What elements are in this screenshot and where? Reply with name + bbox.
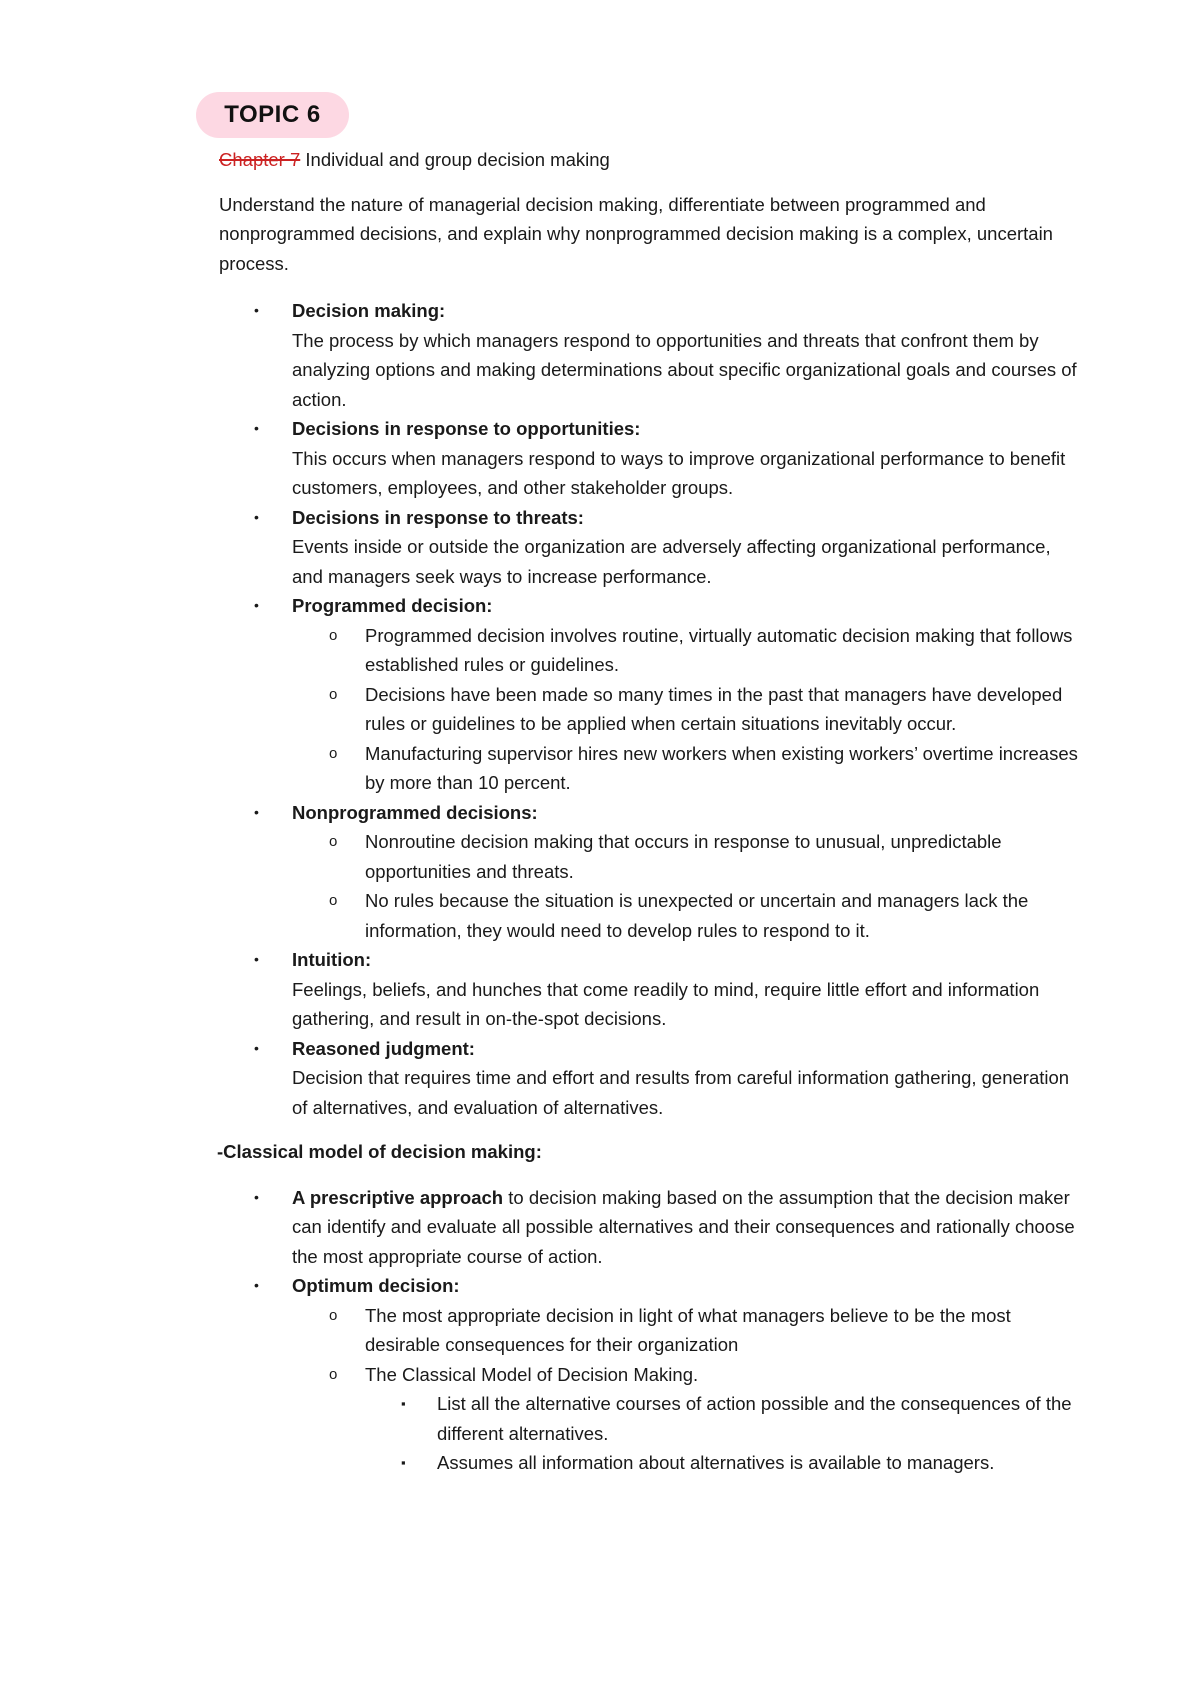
bullet-icon: • bbox=[254, 420, 259, 436]
term-description: Feelings, beliefs, and hunches that come readily to mind, require little effort and information gathering, and result in on-the-spot decisions. bbox=[292, 978, 1040, 1029]
prescriptive-approach-term: A prescriptive approach bbox=[292, 1186, 504, 1208]
definitions-list bbox=[219, 296, 1079, 1478]
learning-objective: Understand the nature of managerial decision making, differentiate between programmed and nonprogrammed decisions, and explain why nonprogrammed decision making is a complex, uncertain process. bbox=[219, 193, 1053, 274]
list-item bbox=[254, 296, 1079, 414]
sub-list bbox=[292, 621, 1079, 798]
circle-bullet-icon: o bbox=[329, 1306, 338, 1324]
sub-list-item bbox=[329, 680, 1079, 739]
term-heading: Decisions in response to opportunities: bbox=[292, 418, 641, 439]
term-description: Decision that requires time and effort and results from careful information gathering, generation of alternatives, and evaluation of alternatives. bbox=[292, 1067, 1070, 1118]
sub-item-text: The Classical Model of Decision Making. bbox=[365, 1363, 699, 1385]
chapter-line bbox=[219, 145, 1079, 175]
document-body bbox=[219, 145, 1079, 1478]
list-item bbox=[254, 945, 1079, 1034]
term-heading: Reasoned judgment: bbox=[292, 1037, 475, 1059]
topic-badge-label: TOPIC 6 bbox=[224, 101, 321, 128]
sub-item-text: Programmed decision involves routine, virtually automatic decision making that follows established rules or guidelines. bbox=[365, 624, 1073, 675]
sub-list-item bbox=[329, 739, 1079, 798]
sub-sub-list bbox=[365, 1389, 1079, 1478]
list-item bbox=[254, 798, 1079, 946]
sub-list bbox=[292, 827, 1079, 945]
sub-list-item bbox=[329, 886, 1079, 945]
bullet-icon: • bbox=[254, 1039, 259, 1056]
section-heading: -Classical model of decision making: bbox=[217, 1141, 542, 1162]
sub-item-text: Manufacturing supervisor hires new workers when existing workers’ overtime increases by more than 10 percent. bbox=[365, 742, 1078, 793]
sub-sub-item-text: Assumes all information about alternatives is available to managers. bbox=[437, 1452, 995, 1473]
sub-sub-item-text: List all the alternative courses of action possible and the consequences of the different alternatives. bbox=[437, 1393, 1072, 1444]
sub-item-text: Decisions have been made so many times in the past that managers have developed rules or guidelines to be applied when certain situations inevitably occur. bbox=[365, 683, 1063, 734]
circle-bullet-icon: o bbox=[329, 626, 338, 644]
sub-sub-list-item bbox=[401, 1448, 1079, 1478]
sub-list-item bbox=[329, 1360, 1079, 1478]
list-item bbox=[254, 414, 1079, 503]
term-heading: Optimum decision: bbox=[292, 1275, 460, 1296]
circle-bullet-icon: o bbox=[329, 744, 338, 762]
chapter-number-struck: Chapter 7 bbox=[219, 149, 301, 170]
bullet-icon: • bbox=[254, 1188, 259, 1205]
list-item bbox=[254, 1183, 1079, 1272]
sub-item-text: The most appropriate decision in light of what managers believe to be the most desirable consequences for their organization bbox=[365, 1304, 1011, 1355]
topic-badge bbox=[196, 92, 349, 138]
bullet-icon: • bbox=[254, 508, 259, 525]
sub-list bbox=[292, 1301, 1079, 1478]
term-heading: Decision making: bbox=[292, 300, 446, 321]
square-bullet-icon: ▪ bbox=[401, 1396, 406, 1411]
term-description: The process by which managers respond to opportunities and threats that confront them by analyzing options and making determinations about specific organizational goals and courses of action. bbox=[292, 329, 1077, 410]
sub-list-item bbox=[329, 827, 1079, 886]
term-description: Events inside or outside the organization are adversely affecting organizational performance, and managers seek ways to increase performance. bbox=[292, 536, 1051, 587]
prescriptive-approach-text bbox=[292, 1183, 1079, 1272]
section-heading-wrapper bbox=[217, 1137, 1079, 1167]
circle-bullet-icon: o bbox=[329, 685, 338, 703]
term-heading: Programmed decision: bbox=[292, 595, 493, 616]
circle-bullet-icon: o bbox=[329, 892, 338, 909]
term-heading: Decisions in response to threats: bbox=[292, 506, 584, 528]
circle-bullet-icon: o bbox=[329, 833, 338, 850]
bullet-icon: • bbox=[254, 597, 259, 613]
chapter-title: Individual and group decision making bbox=[300, 149, 610, 170]
term-heading: Nonprogrammed decisions: bbox=[292, 801, 538, 823]
sub-sub-list-item bbox=[401, 1389, 1079, 1448]
bullet-icon: • bbox=[254, 803, 259, 820]
bullet-icon: • bbox=[254, 302, 259, 318]
sub-list-item bbox=[329, 1301, 1079, 1360]
list-item bbox=[254, 591, 1079, 798]
bullet-icon: • bbox=[254, 951, 259, 967]
sub-list-item bbox=[329, 621, 1079, 680]
list-item bbox=[254, 1271, 1079, 1478]
term-heading: Intuition: bbox=[292, 949, 372, 970]
square-bullet-icon: ▪ bbox=[401, 1455, 406, 1470]
list-item bbox=[254, 1034, 1079, 1123]
list-item bbox=[254, 503, 1079, 592]
sub-item-text: No rules because the situation is unexpected or uncertain and managers lack the information, they would need to develop rules to respond to it. bbox=[365, 890, 1029, 941]
circle-bullet-icon: o bbox=[329, 1365, 338, 1383]
term-description: This occurs when managers respond to ways to improve organizational performance to benefit customers, employees, and other stakeholder groups. bbox=[292, 447, 1066, 498]
bullet-icon: • bbox=[254, 1277, 259, 1293]
sub-item-text: Nonroutine decision making that occurs in response to unusual, unpredictable opportunities and threats. bbox=[365, 831, 1002, 882]
prescriptive-approach-desc: to decision making based on the assumption that the decision maker can identify and evaluate all possible alternatives and their consequences and rationally choose the most appropriate course of action. bbox=[292, 1186, 1075, 1267]
